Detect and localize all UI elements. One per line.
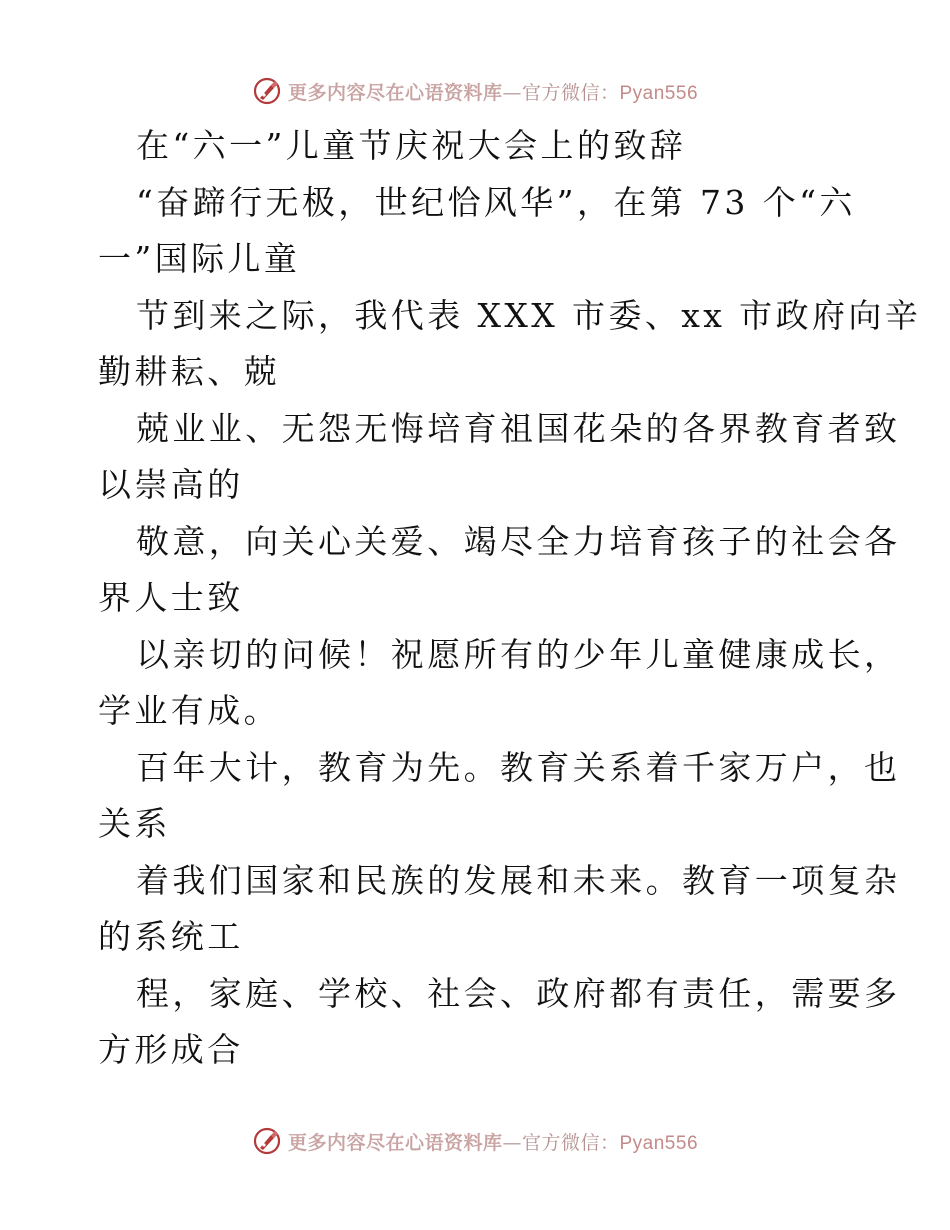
banner-main-text: 更多内容尽在心语资料库 <box>287 1131 503 1154</box>
banner-main-text: 更多内容尽在心语资料库 <box>287 81 503 104</box>
text-line: 以亲切的问候！祝愿所有的少年儿童健康成长， <box>136 634 901 674</box>
text-line: 以崇高的 <box>98 465 244 504</box>
banner-sub-text: 官方微信： <box>521 1131 620 1154</box>
banner-sub-text: 官方微信： <box>521 81 620 104</box>
banner-wechat-id: Pyan556 <box>619 1132 699 1154</box>
banner-dash: — <box>502 1131 522 1154</box>
footer-banner <box>0 1121 950 1161</box>
document-title: 在“六一”儿童节庆祝大会上的致辞 <box>136 126 687 165</box>
text-line: 界人士致 <box>98 578 244 617</box>
text-line: 节到来之际，我代表 XXX 市委、xx 市政府向辛 <box>136 295 922 335</box>
text-line: 一”国际儿童 <box>98 239 301 278</box>
pen-nib-logo-icon <box>252 76 282 106</box>
document-body <box>98 118 922 1079</box>
text-line: 百年大计，教育为先。教育关系着千家万户，也 <box>136 747 901 787</box>
banner-dash: — <box>502 81 522 104</box>
banner-wechat-id: Pyan556 <box>619 82 699 104</box>
text-line: 方形成合 <box>98 1030 244 1069</box>
text-line: 程，家庭、学校、社会、政府都有责任，需要多 <box>136 973 901 1013</box>
text-line: 兢业业、无怨无悔培育祖国花朵的各界教育者致 <box>136 408 901 448</box>
text-line: 的系统工 <box>98 917 244 956</box>
text-line: 勤耕耘、兢 <box>98 352 280 391</box>
banner-text <box>288 1128 698 1155</box>
text-line: 学业有成。 <box>98 691 280 730</box>
text-line: 关系 <box>98 804 171 843</box>
pen-nib-logo-icon <box>252 1126 282 1156</box>
banner-text <box>288 78 698 105</box>
text-line: 着我们国家和民族的发展和未来。教育一项复杂 <box>136 860 901 900</box>
header-banner <box>0 71 950 111</box>
text-line: 敬意，向关心关爱、竭尽全力培育孩子的社会各 <box>136 521 901 561</box>
text-line: “奋蹄行无极，世纪恰风华”，在第 73 个“六 <box>136 182 856 222</box>
